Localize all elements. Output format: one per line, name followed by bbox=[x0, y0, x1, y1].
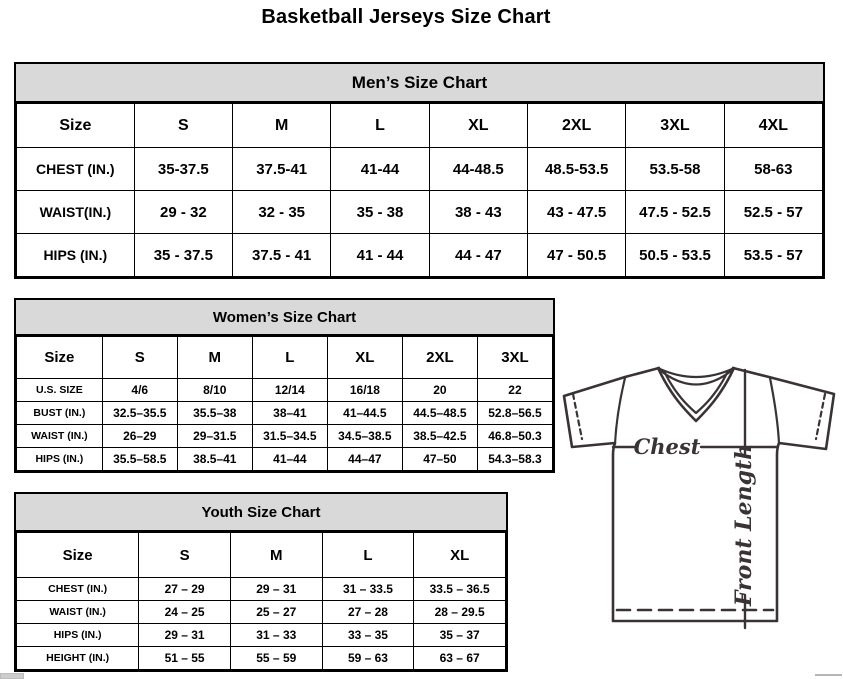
measurement-value-cell: 41–44 bbox=[252, 448, 327, 471]
measurement-value-cell: 53.5 - 57 bbox=[724, 234, 822, 277]
measurement-value-cell: 29 – 31 bbox=[139, 624, 231, 647]
size-header-label: Size bbox=[17, 337, 103, 379]
front-length-label: Front Length bbox=[731, 443, 757, 607]
measurement-value-cell: 37.5-41 bbox=[233, 148, 331, 191]
horizontal-scrollbar-fragment[interactable] bbox=[0, 673, 24, 679]
youth-size-chart bbox=[14, 492, 508, 672]
size-column-header: L bbox=[252, 337, 327, 379]
measurement-value-cell: 63 – 67 bbox=[414, 647, 506, 670]
measurement-value-cell: 22 bbox=[477, 379, 552, 402]
size-column-header: L bbox=[331, 104, 429, 148]
size-column-header: 3XL bbox=[477, 337, 552, 379]
measurement-value-cell: 4/6 bbox=[102, 379, 177, 402]
measurement-value-cell: 31 – 33 bbox=[230, 624, 322, 647]
measurement-value-cell: 37.5 - 41 bbox=[233, 234, 331, 277]
measurement-row-label: WAIST (IN.) bbox=[17, 601, 139, 624]
youth-size-chart-title: Youth Size Chart bbox=[16, 494, 506, 532]
measurement-row bbox=[17, 647, 506, 670]
measurement-value-cell: 52.8–56.5 bbox=[477, 402, 552, 425]
measurement-row-label: HEIGHT (IN.) bbox=[17, 647, 139, 670]
measurement-row bbox=[17, 601, 506, 624]
measurement-value-cell: 47–50 bbox=[402, 448, 477, 471]
size-column-header: S bbox=[134, 104, 232, 148]
size-header-row bbox=[17, 337, 553, 379]
size-header-label: Size bbox=[17, 533, 139, 578]
measurement-value-cell: 38 - 43 bbox=[429, 191, 527, 234]
measurement-value-cell: 41–44.5 bbox=[327, 402, 402, 425]
jersey-measurement-diagram bbox=[555, 358, 843, 679]
jersey-outline bbox=[564, 368, 834, 621]
measurement-row-label: CHEST (IN.) bbox=[17, 578, 139, 601]
mens-size-chart-title: Men’s Size Chart bbox=[16, 64, 823, 103]
measurement-row bbox=[17, 148, 823, 191]
measurement-value-cell: 8/10 bbox=[177, 379, 252, 402]
measurement-value-cell: 51 – 55 bbox=[139, 647, 231, 670]
measurement-row bbox=[17, 448, 553, 471]
size-column-header: 4XL bbox=[724, 104, 822, 148]
measurement-value-cell: 35 - 37.5 bbox=[134, 234, 232, 277]
measurement-value-cell: 44 - 47 bbox=[429, 234, 527, 277]
womens-size-chart bbox=[14, 298, 555, 473]
size-column-header: 3XL bbox=[626, 104, 724, 148]
size-column-header: 2XL bbox=[527, 104, 625, 148]
size-column-header: M bbox=[177, 337, 252, 379]
measurement-value-cell: 47.5 - 52.5 bbox=[626, 191, 724, 234]
size-header-row bbox=[17, 104, 823, 148]
measurement-value-cell: 20 bbox=[402, 379, 477, 402]
chest-label: Chest bbox=[633, 434, 701, 459]
measurement-value-cell: 35 - 38 bbox=[331, 191, 429, 234]
measurement-row bbox=[17, 379, 553, 402]
measurement-row bbox=[17, 624, 506, 647]
measurement-value-cell: 27 – 28 bbox=[322, 601, 414, 624]
measurement-row-label: HIPS (IN.) bbox=[17, 624, 139, 647]
measurement-value-cell: 35-37.5 bbox=[134, 148, 232, 191]
mens-size-chart bbox=[14, 62, 825, 279]
measurement-value-cell: 29 - 32 bbox=[134, 191, 232, 234]
measurement-row-label: HIPS (IN.) bbox=[17, 448, 103, 471]
measurement-value-cell: 59 – 63 bbox=[322, 647, 414, 670]
measurement-value-cell: 26–29 bbox=[102, 425, 177, 448]
measurement-value-cell: 35 – 37 bbox=[414, 624, 506, 647]
measurement-value-cell: 29 – 31 bbox=[230, 578, 322, 601]
size-column-header: L bbox=[322, 533, 414, 578]
measurement-value-cell: 52.5 - 57 bbox=[724, 191, 822, 234]
page-title: Basketball Jerseys Size Chart bbox=[261, 6, 551, 28]
womens-size-table bbox=[16, 336, 553, 471]
measurement-value-cell: 28 – 29.5 bbox=[414, 601, 506, 624]
measurement-value-cell: 50.5 - 53.5 bbox=[626, 234, 724, 277]
measurement-value-cell: 44–47 bbox=[327, 448, 402, 471]
measurement-value-cell: 31 – 33.5 bbox=[322, 578, 414, 601]
measurement-row-label: WAIST (IN.) bbox=[17, 425, 103, 448]
measurement-value-cell: 35.5–38 bbox=[177, 402, 252, 425]
measurement-value-cell: 53.5-58 bbox=[626, 148, 724, 191]
measurement-value-cell: 46.8–50.3 bbox=[477, 425, 552, 448]
measurement-row-label: CHEST (IN.) bbox=[17, 148, 135, 191]
measurement-value-cell: 32.5–35.5 bbox=[102, 402, 177, 425]
measurement-value-cell: 38.5–42.5 bbox=[402, 425, 477, 448]
measurement-value-cell: 24 – 25 bbox=[139, 601, 231, 624]
size-column-header: S bbox=[139, 533, 231, 578]
measurement-row bbox=[17, 402, 553, 425]
measurement-value-cell: 31.5–34.5 bbox=[252, 425, 327, 448]
measurement-value-cell: 34.5–38.5 bbox=[327, 425, 402, 448]
measurement-value-cell: 38–41 bbox=[252, 402, 327, 425]
size-header-label: Size bbox=[17, 104, 135, 148]
measurement-value-cell: 41 - 44 bbox=[331, 234, 429, 277]
measurement-value-cell: 32 - 35 bbox=[233, 191, 331, 234]
measurement-value-cell: 44-48.5 bbox=[429, 148, 527, 191]
measurement-row bbox=[17, 234, 823, 277]
womens-size-chart-title: Women’s Size Chart bbox=[16, 300, 553, 336]
scrollbar-track-fragment[interactable] bbox=[815, 674, 842, 676]
measurement-value-cell: 25 – 27 bbox=[230, 601, 322, 624]
measurement-value-cell: 27 – 29 bbox=[139, 578, 231, 601]
youth-size-table bbox=[16, 532, 506, 670]
size-column-header: XL bbox=[429, 104, 527, 148]
measurement-value-cell: 16/18 bbox=[327, 379, 402, 402]
measurement-value-cell: 33.5 – 36.5 bbox=[414, 578, 506, 601]
measurement-value-cell: 29–31.5 bbox=[177, 425, 252, 448]
measurement-value-cell: 55 – 59 bbox=[230, 647, 322, 670]
measurement-row-label: BUST (IN.) bbox=[17, 402, 103, 425]
measurement-row bbox=[17, 578, 506, 601]
measurement-row-label: HIPS (IN.) bbox=[17, 234, 135, 277]
size-header-row bbox=[17, 533, 506, 578]
size-column-header: XL bbox=[327, 337, 402, 379]
measurement-value-cell: 33 – 35 bbox=[322, 624, 414, 647]
measurement-value-cell: 47 - 50.5 bbox=[527, 234, 625, 277]
measurement-value-cell: 54.3–58.3 bbox=[477, 448, 552, 471]
size-column-header: M bbox=[230, 533, 322, 578]
measurement-value-cell: 43 - 47.5 bbox=[527, 191, 625, 234]
measurement-value-cell: 58-63 bbox=[724, 148, 822, 191]
size-column-header: XL bbox=[414, 533, 506, 578]
measurement-value-cell: 41-44 bbox=[331, 148, 429, 191]
size-column-header: 2XL bbox=[402, 337, 477, 379]
measurement-row-label: U.S. SIZE bbox=[17, 379, 103, 402]
mens-size-table bbox=[16, 103, 823, 277]
measurement-row bbox=[17, 191, 823, 234]
measurement-row bbox=[17, 425, 553, 448]
measurement-value-cell: 35.5–58.5 bbox=[102, 448, 177, 471]
measurement-value-cell: 44.5–48.5 bbox=[402, 402, 477, 425]
size-column-header: M bbox=[233, 104, 331, 148]
size-column-header: S bbox=[102, 337, 177, 379]
measurement-value-cell: 12/14 bbox=[252, 379, 327, 402]
measurement-value-cell: 48.5-53.5 bbox=[527, 148, 625, 191]
measurement-value-cell: 38.5–41 bbox=[177, 448, 252, 471]
measurement-row-label: WAIST(IN.) bbox=[17, 191, 135, 234]
